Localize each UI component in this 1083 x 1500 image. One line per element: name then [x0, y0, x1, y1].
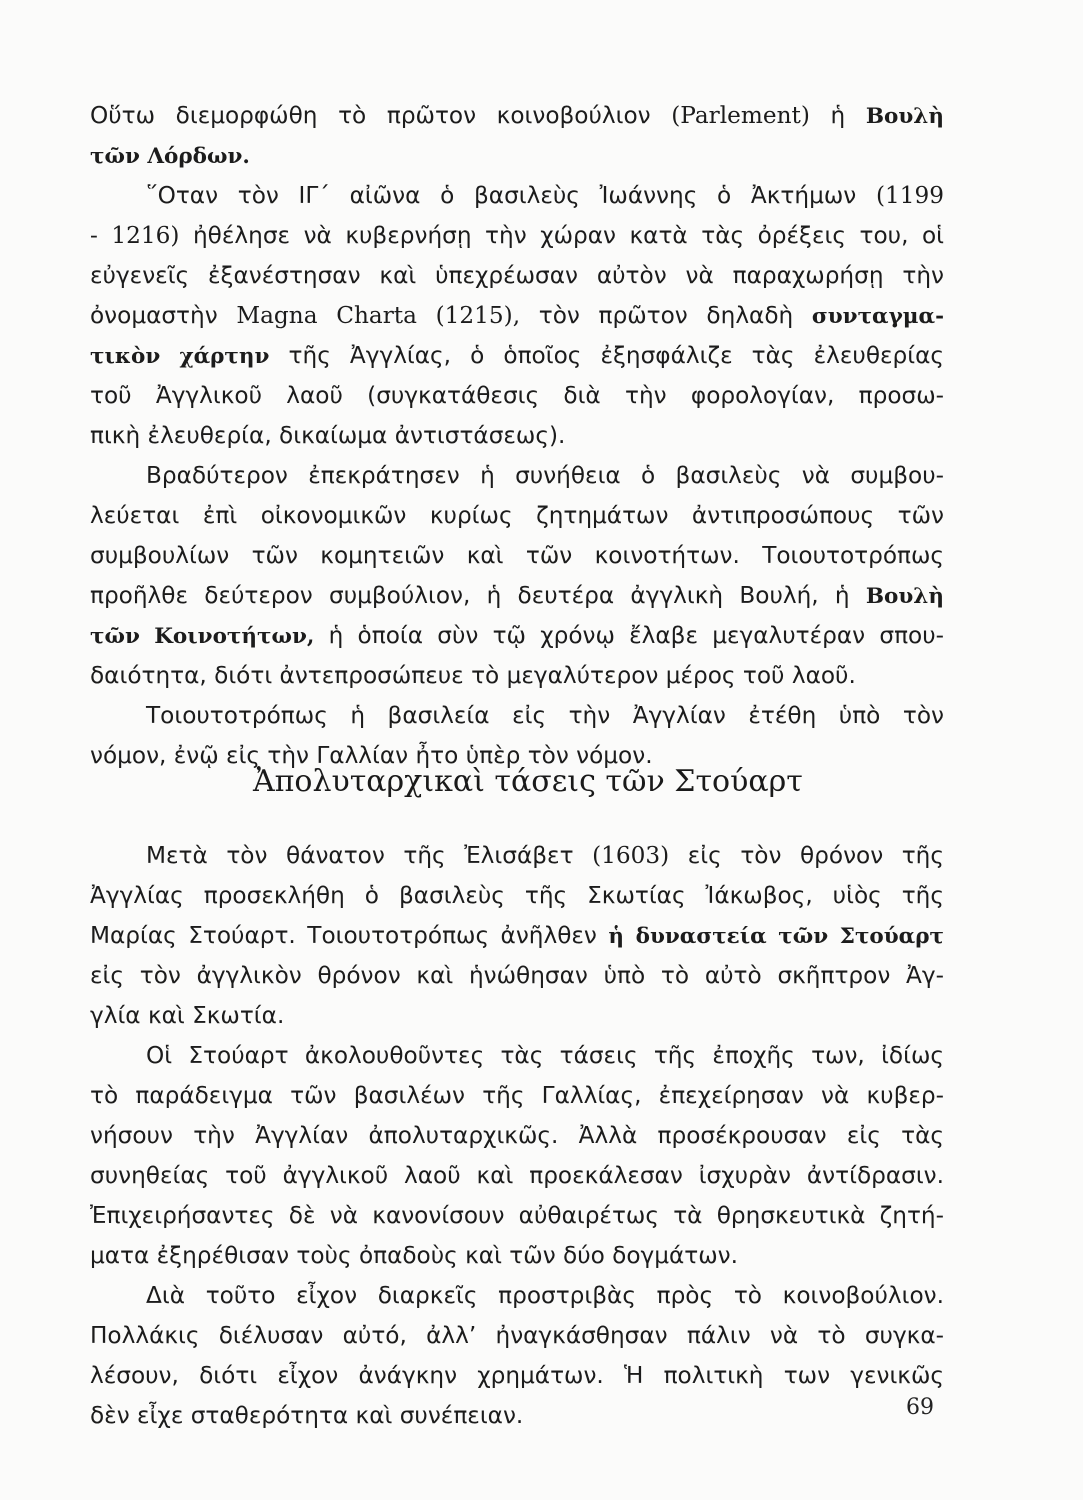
text-line: Διὰ τοῦτο εἶχον διαρκεῖς προστριβὰς πρὸς τὸ κοινοβούλιον. — [146, 1282, 944, 1309]
text-line: ὀνομαστὴν Magna Charta (1215), τὸν πρῶτον δηλαδὴ συνταγμα- — [90, 302, 945, 329]
text-line: τοῦ Ἀγγλικοῦ λαοῦ (συγκατάθεσις διὰ τὴν φορολογίαν, προσω- — [90, 382, 944, 409]
text-line: τῶν Κοινοτήτων, ἡ ὁποία σὺν τῷ χρόνῳ ἔλαβε μεγαλυτέραν σπου- — [90, 622, 945, 649]
bold-term: συνταγμα- — [811, 304, 945, 329]
text-line: γλία καὶ Σκωτία. — [90, 1002, 285, 1029]
bold-term: τικὸν χάρτην — [90, 344, 270, 369]
body-text-bottom — [90, 836, 944, 1436]
text-line: Ἀγγλίας προσεκλήθη ὁ βασιλεὺς τῆς Σκωτίας Ἰάκωβος, υἱὸς τῆς — [90, 882, 944, 909]
text-line: τικὸν χάρτην τῆς Ἀγγλίας, ὁ ὁποῖος ἐξησφάλιζε τὰς ἐλευθερίας — [90, 342, 945, 369]
bold-term: ἡ δυναστεία τῶν Στούαρτ — [608, 924, 944, 949]
text-line: ματα ἐξηρέθισαν τοὺς ὀπαδοὺς καὶ τῶν δύο δογμάτων. — [90, 1242, 739, 1269]
bold-term: τῶν Λόρδων — [90, 144, 243, 169]
text-line: ῞Οταν τὸν ΙΓ΄ αἰῶνα ὁ βασιλεὺς Ἰωάννης ὁ Ἀκτήμων (1199 — [146, 182, 944, 209]
text-line: δαιότητα, διότι ἀντεπροσώπευε τὸ μεγαλύτερον μέρος τοῦ λαοῦ. — [90, 662, 856, 689]
text-line: συμβουλίων τῶν κομητειῶν καὶ τῶν κοινοτήτων. Τοιουτοτρόπως — [90, 542, 944, 569]
text-line: τὸ παράδειγμα τῶν βασιλέων τῆς Γαλλίας, ἐπεχείρησαν νὰ κυβερ- — [90, 1082, 944, 1109]
text-line: Οὕτω διεμορφώθη τὸ πρῶτον κοινοβούλιον (Parlement) ἡ Βουλὴ — [90, 102, 945, 129]
bold-term: Βουλὴ — [865, 104, 945, 129]
text-line: Μαρίας Στούαρτ. Τοιουτοτρόπως ἀνῆλθεν ἡ δυναστεία τῶν Στούαρτ — [90, 922, 944, 949]
text-line: νήσουν τὴν Ἀγγλίαν ἀπολυταρχικῶς. Ἀλλὰ προσέκρουσαν εἰς τὰς — [90, 1122, 944, 1149]
text-line: Οἱ Στούαρτ ἀκολουθοῦντες τὰς τάσεις τῆς ἐποχῆς των, ἰδίως — [146, 1042, 944, 1069]
text-line: - 1216) ἠθέλησε νὰ κυβερνήσῃ τὴν χώραν κατὰ τὰς ὀρέξεις του, οἱ — [90, 222, 945, 249]
text-line: εἰς τὸν ἀγγλικὸν θρόνον καὶ ἡνώθησαν ὑπὸ τὸ αὐτὸ σκῆπτρον Ἀγ- — [90, 962, 944, 989]
section-heading: Ἀπολυταρχικαὶ τάσεις τῶν Στούαρτ — [253, 764, 803, 799]
text-line: Ἐπιχειρήσαντες δὲ νὰ κανονίσουν αὐθαιρέτως τὰ θρησκευτικὰ ζητή- — [90, 1202, 944, 1229]
text-line: προῆλθε δεύτερον συμβούλιον, ἡ δευτέρα ἀγγλικὴ Βουλή, ἡ Βουλὴ — [90, 582, 944, 609]
bold-term: τῶν Κοινοτήτων, — [90, 624, 315, 649]
page-number: 69 — [906, 1395, 934, 1420]
text-line: Πολλάκις διέλυσαν αὐτό, ἀλλ’ ἠναγκάσθησαν πάλιν νὰ τὸ συγκα- — [90, 1322, 944, 1349]
bold-term: Βουλὴ — [865, 584, 944, 609]
body-text-top — [90, 96, 944, 776]
text-line: νόμον, ἐνῷ εἰς τὴν Γαλλίαν ἦτο ὑπὲρ τὸν νόμον. — [90, 742, 653, 769]
text-line: Μετὰ τὸν θάνατον τῆς Ἐλισάβετ (1603) εἰς τὸν θρόνον τῆς — [146, 842, 944, 869]
text-line: συνηθείας τοῦ ἀγγλικοῦ λαοῦ καὶ προεκάλεσαν ἰσχυρὰν ἀντίδρασιν. — [90, 1162, 944, 1189]
text-line: Βραδύτερον ἐπεκράτησεν ἡ συνήθεια ὁ βασιλεὺς νὰ συμβου- — [146, 462, 944, 489]
text-line: λεύεται ἐπὶ οἰκονομικῶν κυρίως ζητημάτων ἀντιπροσώπους τῶν — [90, 502, 944, 529]
text-line: εὐγενεῖς ἐξανέστησαν καὶ ὑπεχρέωσαν αὐτὸν νὰ παραχωρήσῃ τὴν — [90, 262, 944, 289]
text-line: λέσουν, διότι εἶχον ἀνάγκην χρημάτων. Ἡ πολιτικὴ των γενικῶς — [90, 1362, 944, 1389]
text-line: πικὴ ἐλευθερία, δικαίωμα ἀντιστάσεως). — [90, 422, 566, 449]
text-line: Τοιουτοτρόπως ἡ βασιλεία εἰς τὴν Ἀγγλίαν ἐτέθη ὑπὸ τὸν — [146, 702, 944, 729]
text-line: τῶν Λόρδων. — [90, 144, 250, 169]
text-line: δὲν εἶχε σταθερότητα καὶ συνέπειαν. — [90, 1402, 524, 1429]
